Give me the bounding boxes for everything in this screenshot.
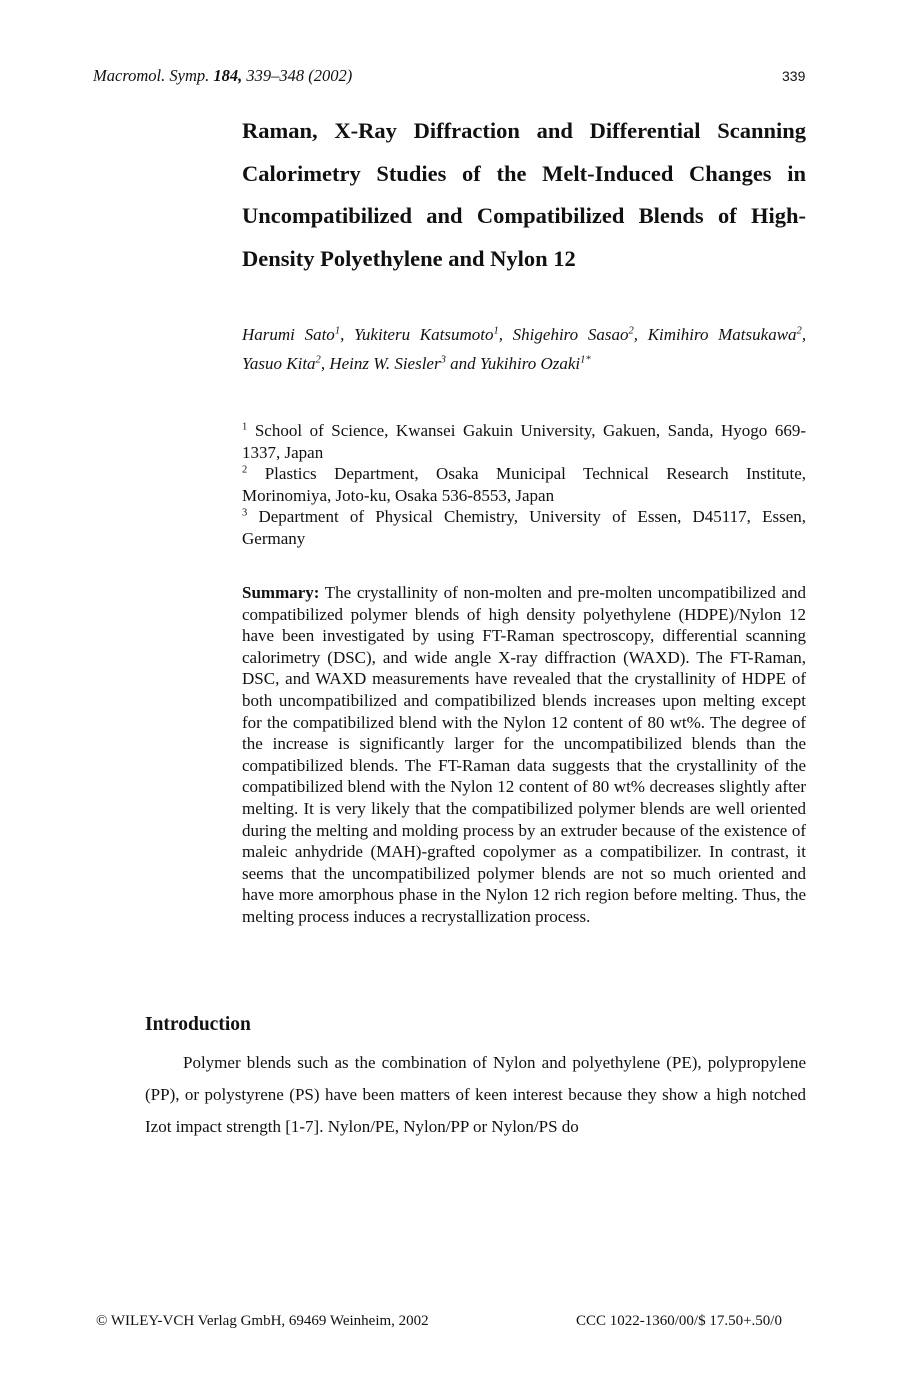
- ccc-code: CCC 1022-1360/00/$ 17.50+.50/0: [576, 1313, 782, 1329]
- affiliation-text: Plastics Department, Osaka Municipal Technical Research Institute, Morinomiya, Joto-ku, Osaka 536-8553, Japan: [242, 464, 806, 505]
- affiliation-number: 3: [242, 507, 248, 519]
- author-affiliation-marker: 1: [334, 325, 341, 337]
- page-number: 339: [782, 68, 806, 84]
- affiliation-3: [242, 506, 806, 549]
- affiliation-number: 2: [242, 464, 248, 476]
- affiliation-list: [242, 420, 806, 550]
- author-name: Yasuo Kita: [242, 354, 316, 373]
- author: [513, 325, 634, 344]
- journal-name: Macromol. Symp.: [93, 66, 210, 85]
- section-heading-introduction: Introduction: [145, 1014, 251, 1035]
- journal-pages: 339–348 (2002): [246, 66, 353, 85]
- author: [480, 354, 591, 373]
- journal-citation: [93, 66, 352, 86]
- author: [354, 325, 499, 344]
- affiliation-text: Department of Physical Chemistry, University of Essen, D45117, Essen, Germany: [242, 507, 807, 548]
- affiliation-text: School of Science, Kwansei Gakuin University, Gakuen, Sanda, Hyogo 669-1337, Japan: [242, 421, 806, 462]
- author-separator: ,: [801, 325, 807, 344]
- author-name: Yukihiro Ozaki: [479, 354, 581, 373]
- author-separator: ,: [340, 325, 355, 344]
- journal-volume: 184,: [213, 66, 243, 85]
- affiliation-2: [242, 463, 806, 506]
- introduction-paragraph: Polymer blends such as the combination of Nylon and polyethylene (PE), polypropylene (PP), or polystyrene (PS) have been matters of keen interest because they show a high notched Izot impact strength [1-7]. Nylon/PE, Nylon/PP or Nylon/PS do: [145, 1053, 806, 1136]
- abstract: [242, 582, 806, 928]
- author-affiliation-marker: 2: [315, 354, 321, 366]
- copyright-notice: © WILEY-VCH Verlag GmbH, 69469 Weinheim, 2002: [96, 1313, 429, 1329]
- author-name: Heinz W. Siesler: [329, 354, 441, 373]
- author-list: [242, 320, 806, 378]
- abstract-label: Summary:: [242, 583, 320, 602]
- author-affiliation-marker: 2: [628, 325, 634, 337]
- author-affiliation-marker: 1: [493, 325, 499, 337]
- author: [242, 325, 340, 344]
- author-separator: and: [445, 354, 480, 373]
- author-separator: ,: [320, 354, 330, 373]
- author-separator: ,: [633, 325, 648, 344]
- author-name: Yukiteru Katsumoto: [354, 325, 494, 344]
- author-separator: ,: [498, 325, 513, 344]
- author-name: Harumi Sato: [242, 325, 335, 344]
- author: [242, 354, 321, 373]
- author: [648, 325, 802, 344]
- affiliation-number: 1: [242, 421, 248, 433]
- paper-title: Raman, X-Ray Diffraction and Differential Scanning Calorimetry Studies of the Melt-Induced Changes in Uncompatibilized and Compatibilized Blends of High-Density Polyethylene and Nylon 12: [242, 118, 806, 272]
- author-name: Shigehiro Sasao: [512, 325, 629, 344]
- author-name: Kimihiro Matsukawa: [647, 325, 797, 344]
- author-affiliation-marker: 3: [440, 354, 446, 366]
- affiliation-1: [242, 420, 806, 463]
- author: [329, 354, 446, 373]
- author-affiliation-marker: 2: [796, 325, 802, 337]
- abstract-text: The crystallinity of non-molten and pre-molten uncompatibilized and compatibilized polymer blends of high density polyethylene (HDPE)/Nylon 12 have been investigated by using FT-Raman spectroscopy, differential scanning calorimetry (DSC), and wide angle X-ray diffraction (WAXD). The FT-Raman, DSC, and WAXD measurements have revealed that the crystallinity of HDPE of both uncompatibilized and compatibilized blends increases upon melting except for the compatibilized blend with the Nylon 12 content of 80 wt%. The degree of the increase is significantly larger for the uncompatibilized blends than the compatibilized blends. The FT-Raman data suggests that the crystallinity of the compatibilized blend with the Nylon 12 content of 80 wt% decreases slightly after melting. It is very likely that the compatibilized polymer blends are well oriented during the melting and molding process by an extruder because of the existence of maleic anhydride (MAH)-grafted copolymer as a compatibilizer. In contrast, it seems that the uncompatibilized polymer blends are not so much oriented and have more amorphous phase in the Nylon 12 rich region before melting. Thus, the melting process induces a recrystallization process.: [242, 583, 806, 926]
- author-affiliation-marker: 1*: [580, 354, 591, 366]
